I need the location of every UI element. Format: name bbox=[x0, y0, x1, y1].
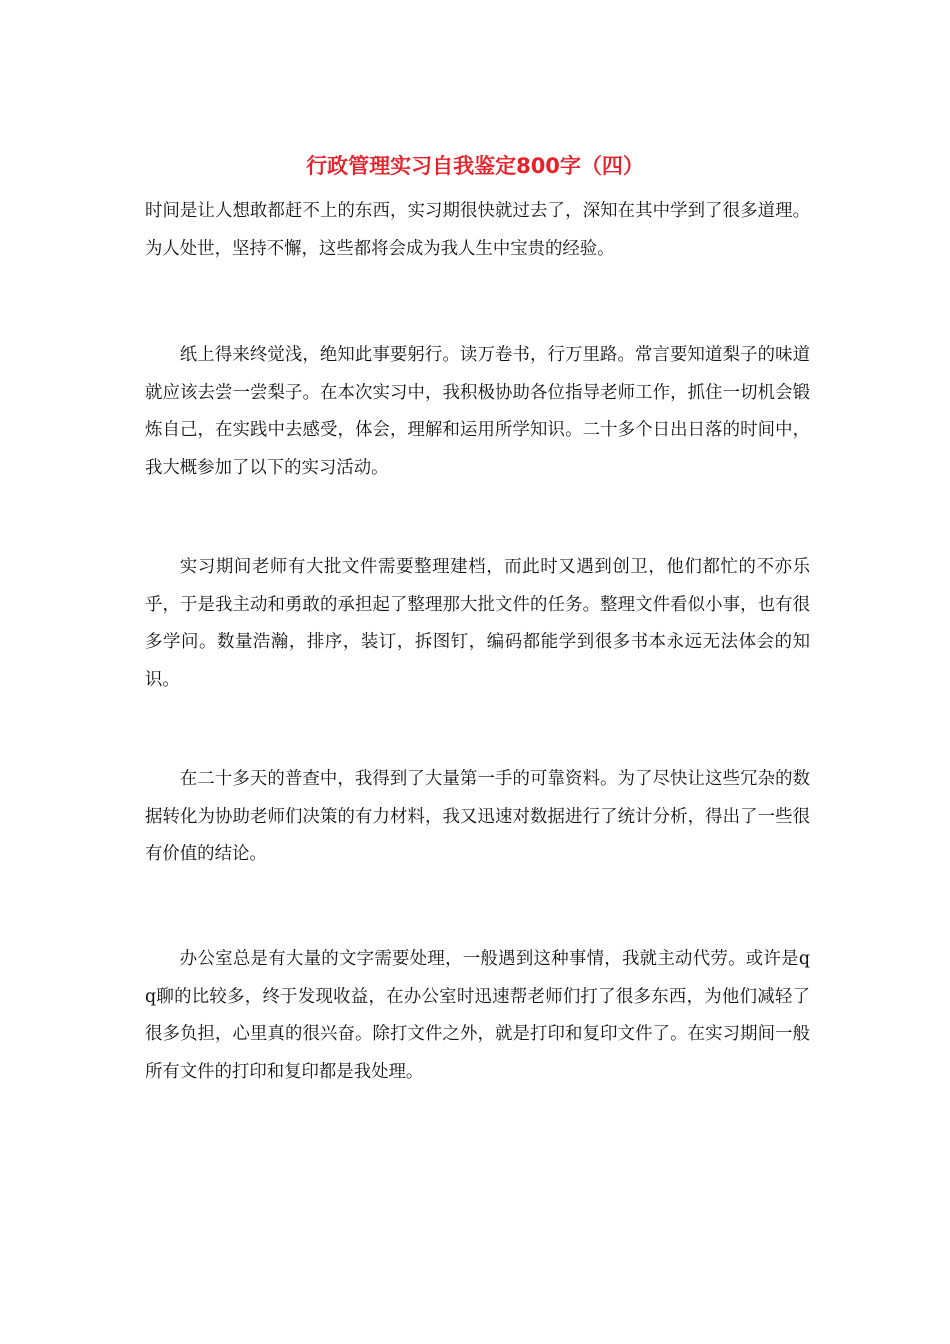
paragraph-intro: 时间是让人想敢都赶不上的东西，实习期很快就过去了，深知在其中学到了很多道理。为人处世，坚持不懈，这些都将会成为我人生中宝贵的经验。 bbox=[145, 201, 810, 259]
document-title: 行政管理实习自我鉴定800字（四） bbox=[306, 154, 644, 178]
paragraph-survey: 在二十多天的普查中，我得到了大量第一手的可靠资料。为了尽快让这些冗杂的数据转化为协助老师们决策的有力材料，我又迅速对数据进行了统计分析，得出了一些很有价值的结论。 bbox=[145, 769, 810, 864]
paragraph-office: 办公室总是有大量的文字需要处理，一般遇到这种事情，我就主动代劳。或许是qq聊的比较多，终于发现收益，在办公室时迅速帮老师们打了很多东西，为他们减轻了很多负担，心里真的很兴奋。除打文件之外，就是打印和复印文件了。在实习期间一般所有文件的打印和复印都是我处理。 bbox=[145, 949, 810, 1082]
paragraph-practice: 纸上得来终觉浅，绝知此事要躬行。读万卷书，行万里路。常言要知道梨子的味道就应该去尝一尝梨子。在本次实习中，我积极协助各位指导老师工作，抓住一切机会锻炼自己，在实践中去感受，体会，理解和运用所学知识。二十多个日出日落的时间中，我大概参加了以下的实习活动。 bbox=[145, 345, 810, 478]
paragraph-filing: 实习期间老师有大批文件需要整理建档，而此时又遇到创卫，他们都忙的不亦乐乎，于是我主动和勇敢的承担起了整理那大批文件的任务。整理文件看似小事，也有很多学问。数量浩瀚，排序，装订，拆图钉，编码都能学到很多书本永远无法体会的知识。 bbox=[145, 557, 810, 690]
